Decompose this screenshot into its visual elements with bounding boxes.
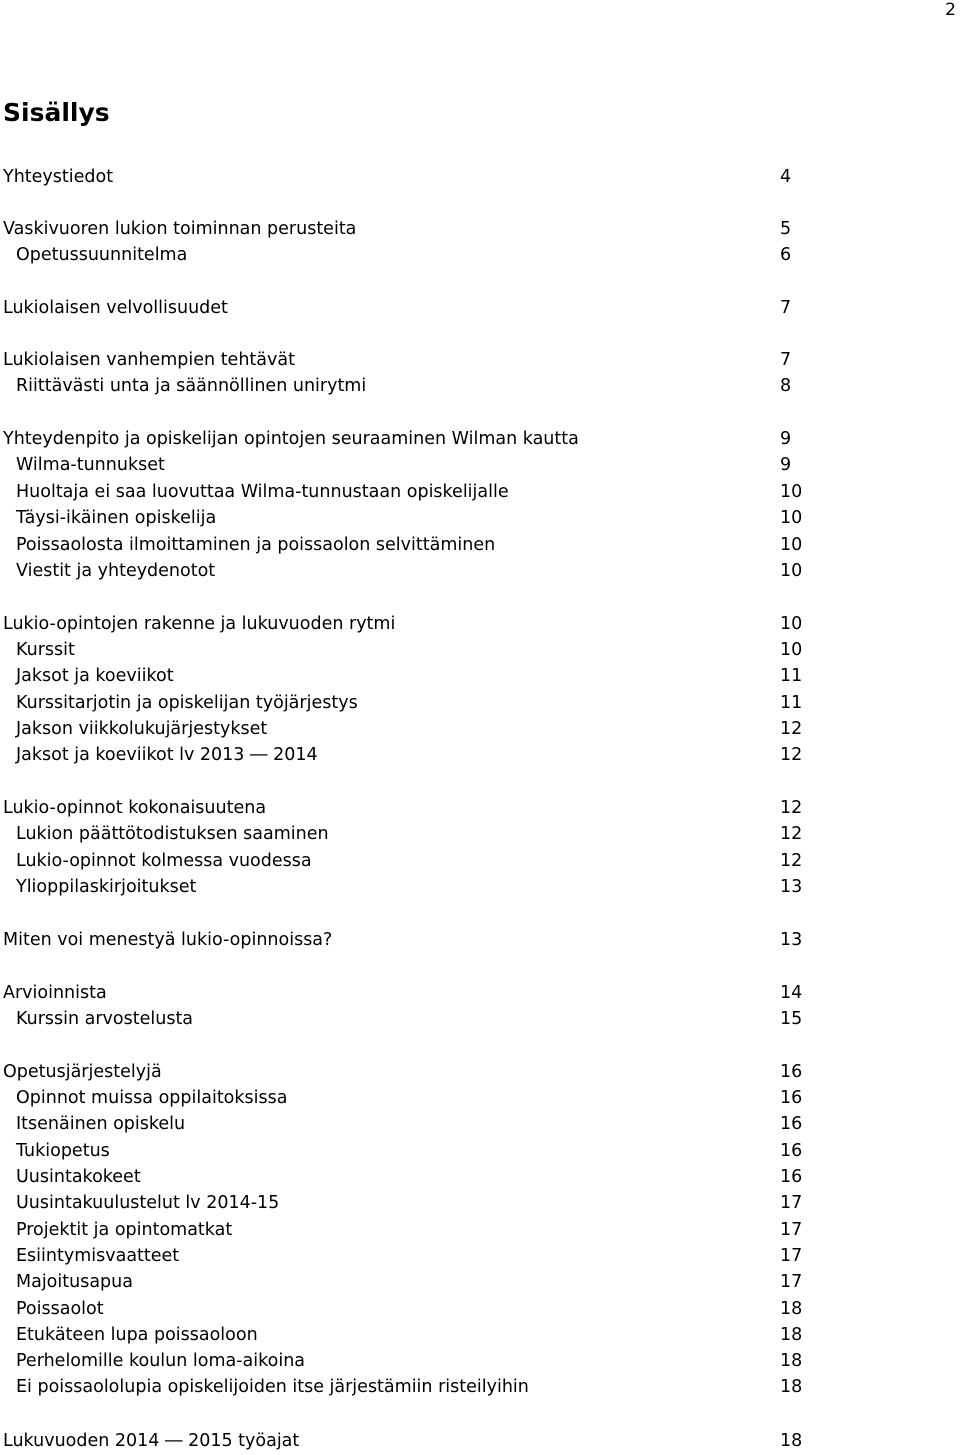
toc-entry-page-number: 16 [780, 1114, 803, 1134]
toc-entry-label: Jakson viikkolukujärjestykset [16, 719, 268, 739]
toc-entry[interactable] [0, 716, 960, 742]
toc-entry[interactable] [0, 611, 960, 637]
toc-entry-label: Kurssit [16, 640, 75, 660]
toc-entry-label: Opinnot muissa oppilaitoksissa [16, 1088, 288, 1108]
toc-entry-label: Täysi-ikäinen opiskelija [16, 508, 217, 528]
toc-entry-page-number: 15 [780, 1009, 803, 1029]
toc-entry-page-number: 18 [780, 1299, 803, 1319]
toc-entry[interactable] [0, 1111, 960, 1137]
toc-entry[interactable] [0, 663, 960, 689]
toc-entry-page-number: 18 [780, 1431, 803, 1451]
toc-entry[interactable] [0, 821, 960, 847]
toc-entry[interactable] [0, 1269, 960, 1295]
toc-entry-page-number: 18 [780, 1325, 803, 1345]
toc-entry-page-number: 12 [780, 851, 803, 871]
toc-entry-label: Opetusjärjestelyjä [3, 1062, 162, 1082]
toc-entry-label: Ylioppilaskirjoitukset [16, 877, 197, 897]
toc-entry-label: Lukio-opinnot kolmessa vuodessa [16, 851, 312, 871]
toc-entry-page-number: 4 [780, 167, 792, 187]
toc-entry[interactable] [0, 927, 960, 953]
toc-entry-label: Tukiopetus [16, 1141, 110, 1161]
toc-entry-label: Projektit ja opintomatkat [16, 1220, 233, 1240]
toc-entry[interactable] [0, 426, 960, 452]
page-title: Sisällys [3, 98, 110, 127]
toc-entry[interactable] [0, 874, 960, 900]
toc-entry[interactable] [0, 980, 960, 1006]
toc-entry[interactable] [0, 1006, 960, 1032]
toc-entry[interactable] [0, 1348, 960, 1374]
toc-entry[interactable] [0, 690, 960, 716]
toc-entry-label: Miten voi menestyä lukio-opinnoissa? [3, 930, 333, 950]
toc-entry-label: Lukiolaisen vanhempien tehtävät [3, 350, 295, 370]
toc-entry[interactable] [0, 848, 960, 874]
toc-entry-label: Kurssitarjotin ja opiskelijan työjärjestys [16, 693, 358, 713]
toc-entry[interactable] [0, 1138, 960, 1164]
toc-entry[interactable] [0, 373, 960, 399]
toc-entry[interactable] [0, 1374, 960, 1400]
toc-entry[interactable] [0, 452, 960, 478]
toc-entry-page-number: 14 [780, 983, 803, 1003]
toc-entry-label: Uusintakuulustelut lv 2014-15 [16, 1193, 280, 1213]
toc-entry[interactable] [0, 1217, 960, 1243]
toc-entry[interactable] [0, 795, 960, 821]
toc-entry-page-number: 18 [780, 1377, 803, 1397]
toc-entry[interactable] [0, 1243, 960, 1269]
toc-entry[interactable] [0, 1190, 960, 1216]
toc-entry-page-number: 16 [780, 1167, 803, 1187]
toc-entry[interactable] [0, 1296, 960, 1322]
toc-entry[interactable] [0, 1322, 960, 1348]
toc-entry-page-number: 10 [780, 535, 803, 555]
toc-entry-page-number: 16 [780, 1141, 803, 1161]
toc-entry-label: Lukiolaisen velvollisuudet [3, 298, 228, 318]
toc-entry-label: Lukuvuoden 2014 ― 2015 työajat [3, 1431, 300, 1451]
toc-entry-label: Esiintymisvaatteet [16, 1246, 180, 1266]
toc-entry-page-number: 12 [780, 798, 803, 818]
toc-entry-page-number: 5 [780, 219, 792, 239]
toc-entry-page-number: 10 [780, 561, 803, 581]
toc-entry-page-number: 13 [780, 930, 803, 950]
toc-entry-page-number: 7 [780, 350, 792, 370]
toc-entry-label: Poissaolosta ilmoittaminen ja poissaolon selvittäminen [16, 535, 496, 555]
toc-entry[interactable] [0, 164, 960, 190]
toc-entry[interactable] [0, 242, 960, 268]
toc-entry-page-number: 6 [780, 245, 792, 265]
toc-entry-page-number: 10 [780, 482, 803, 502]
toc-entry-label: Ei poissaololupia opiskelijoiden itse järjestämiin risteilyihin [16, 1377, 529, 1397]
toc-entry-label: Riittävästi unta ja säännöllinen unirytmi [16, 376, 367, 396]
toc-entry-page-number: 7 [780, 298, 792, 318]
toc-entry[interactable] [0, 505, 960, 531]
toc-entry[interactable] [0, 1059, 960, 1085]
toc-entry-label: Viestit ja yhteydenotot [16, 561, 216, 581]
toc-entry-label: Poissaolot [16, 1299, 104, 1319]
toc-entry-label: Arvioinnista [3, 983, 107, 1003]
toc-entry[interactable] [0, 532, 960, 558]
toc-entry-page-number: 12 [780, 824, 803, 844]
toc-entry-page-number: 10 [780, 614, 803, 634]
toc-entry-page-number: 10 [780, 640, 803, 660]
page-number: 2 [945, 0, 956, 20]
toc-entry-label: Jaksot ja koeviikot [16, 666, 174, 686]
toc-entry-page-number: 12 [780, 745, 803, 765]
toc-entry[interactable] [0, 347, 960, 373]
toc-entry-label: Jaksot ja koeviikot lv 2013 ― 2014 [16, 745, 318, 765]
toc-entry-page-number: 17 [780, 1246, 803, 1266]
toc-entry-label: Wilma-tunnukset [16, 455, 165, 475]
toc-entry-label: Kurssin arvostelusta [16, 1009, 194, 1029]
toc-entry-page-number: 16 [780, 1088, 803, 1108]
toc-entry-page-number: 16 [780, 1062, 803, 1082]
toc-entry-label: Yhteydenpito ja opiskelijan opintojen seuraaminen Wilman kautta [3, 429, 579, 449]
toc-entry-label: Yhteystiedot [3, 167, 114, 187]
toc-entry-label: Lukio-opintojen rakenne ja lukuvuoden rytmi [3, 614, 396, 634]
toc-entry-label: Itsenäinen opiskelu [16, 1114, 186, 1134]
toc-entry-page-number: 17 [780, 1220, 803, 1240]
toc-entry-label: Etukäteen lupa poissaoloon [16, 1325, 258, 1345]
toc-entry-page-number: 9 [780, 429, 792, 449]
toc-entry-page-number: 9 [780, 455, 792, 475]
toc-entry[interactable] [0, 1164, 960, 1190]
toc-entry-page-number: 10 [780, 508, 803, 528]
toc-entry[interactable] [0, 479, 960, 505]
toc-entry-page-number: 17 [780, 1193, 803, 1213]
toc-entry-page-number: 12 [780, 719, 803, 739]
toc-entry-label: Huoltaja ei saa luovuttaa Wilma-tunnustaan opiskelijalle [16, 482, 509, 502]
toc-entry-page-number: 11 [780, 666, 803, 686]
toc-entry[interactable] [0, 558, 960, 584]
toc-entry-label: Majoitusapua [16, 1272, 133, 1292]
toc-entry[interactable] [0, 1085, 960, 1111]
toc-entry-label: Opetussuunnitelma [16, 245, 188, 265]
toc-entry-label: Vaskivuoren lukion toiminnan perusteita [3, 219, 357, 239]
toc-entry-page-number: 11 [780, 693, 803, 713]
toc-entry[interactable] [0, 295, 960, 321]
toc-entry-page-number: 13 [780, 877, 803, 897]
toc-entry[interactable] [0, 742, 960, 768]
toc-entry-label: Lukion päättötodistuksen saaminen [16, 824, 329, 844]
toc-entry-label: Lukio-opinnot kokonaisuutena [3, 798, 267, 818]
toc-entry-page-number: 18 [780, 1351, 803, 1371]
toc-entry[interactable] [0, 216, 960, 242]
toc-entry[interactable] [0, 637, 960, 663]
toc-entry-page-number: 8 [780, 376, 792, 396]
toc-entry[interactable] [0, 1428, 960, 1454]
toc-entry-page-number: 17 [780, 1272, 803, 1292]
toc-entry-label: Uusintakokeet [16, 1167, 141, 1187]
toc-entry-label: Perhelomille koulun loma-aikoina [16, 1351, 306, 1371]
